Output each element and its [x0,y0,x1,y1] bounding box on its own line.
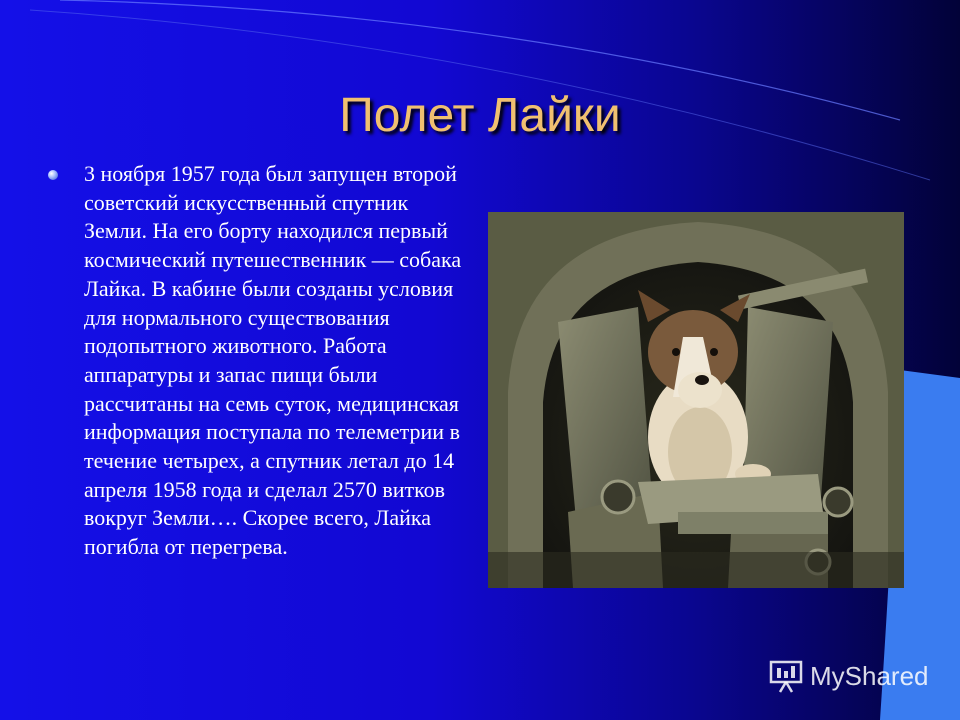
laika-illustration [488,212,904,588]
presentation-board-icon [768,658,804,694]
laika-photo [488,212,904,588]
watermark-text: MyShared [810,660,929,691]
slide-body-text: 3 ноября 1957 года был запущен второй советский искусственный спутник Земли. На его борту находился первый космический путешественник — собака Лайка. В кабине были созданы условия для нормального существования подопытного животного. Работа аппаратуры и запас пищи были рассчитаны на семь суток, медицинская информация поступала по телеметрии в течение четырех, а спутник летал до 14 апреля 1958 года и сделал 2570 витков вокруг Земли…. Скорее всего, Лайка погибла от перегрева. [84,161,462,560]
bullet-dot-icon [48,170,58,180]
slide-title: Полет Лайки [339,89,621,142]
watermark [768,656,929,696]
